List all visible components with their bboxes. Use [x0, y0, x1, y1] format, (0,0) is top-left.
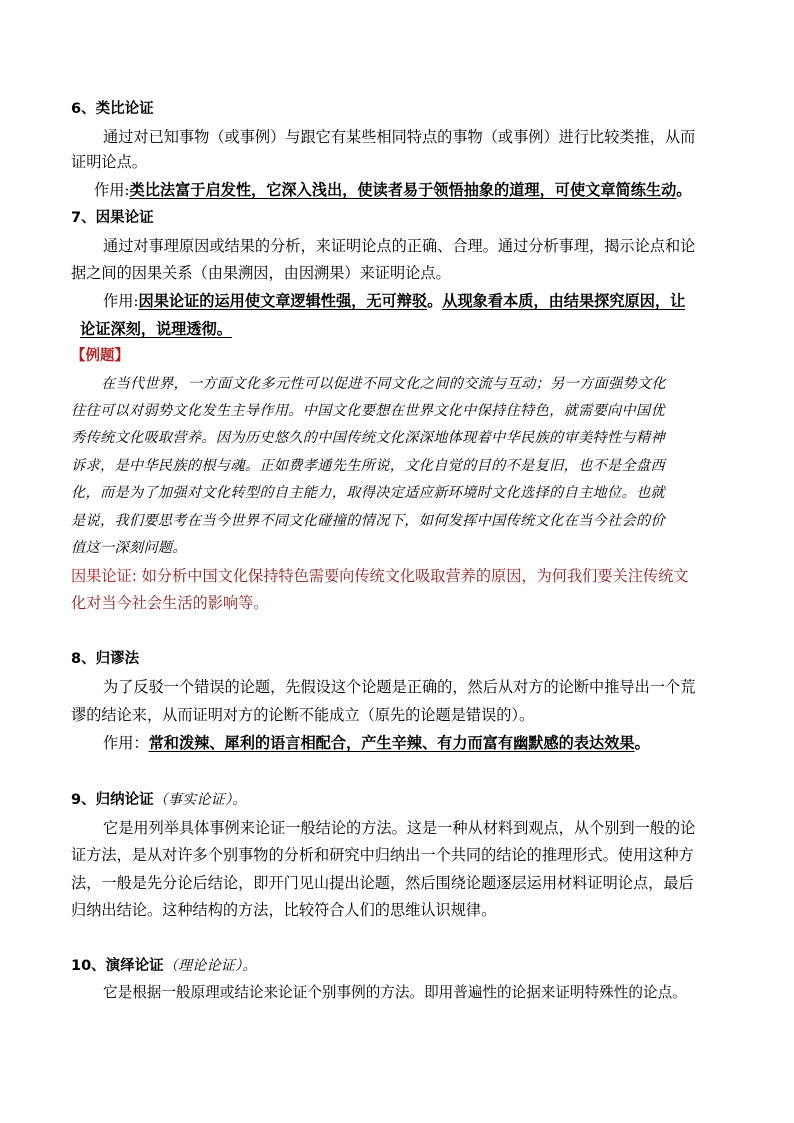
example-answer-text-1: 如分析中国文化保持特色需要向传统文化吸取营养的原因，为何我们要关注传统文: [136, 567, 689, 585]
example-line-3: 秀传统文化吸取营养。因为历史悠久的中国传统文化深深地体现着中华民族的审美特性与精神: [71, 430, 665, 446]
example-answer-line-1: [71, 566, 688, 586]
section-9-line-3: 法，一般是先分论后结论，即开门见山提出论题，然后围绕论题逐层运用材料证明论点，最后: [71, 874, 694, 892]
section-6-body-line-1: 通过对已知事物（或事例）与跟它有某些相同特点的事物（或事例）进行比较类推，从而: [103, 128, 696, 146]
section-10-heading-line: [71, 955, 257, 976]
section-6-heading: 6、类比论证: [71, 101, 154, 117]
section-7-heading: 7、因果论证: [71, 210, 154, 226]
section-9-line-1: 它是用列举具体事例来论证一般结论的方法。这是一种从材料到观点，从个别到一般的论: [103, 819, 696, 837]
section-9-line-2: 证方法，是从对许多个别事物的分析和研究中归纳出一个共同的结论的推理形式。使用这种方: [71, 846, 694, 864]
section-8-effect-label: 作用：: [103, 734, 149, 752]
example-line-1: 在当代世界，一方面文化多元性可以促进不同文化之间的交流与互动；另一方面强势文化: [101, 376, 667, 392]
section-6-effect-end: 。: [676, 181, 692, 199]
example-answer-line-2: 化对当今社会生活的影响等。: [71, 594, 269, 612]
section-7-effect-mid: 。: [427, 292, 443, 310]
example-label: 【例题】: [71, 348, 129, 364]
section-9-heading-line: [71, 789, 247, 810]
example-answer-label: 因果论证:: [71, 567, 137, 585]
section-7-effect-text-a: 因果论证的运用使文章逻辑性强，无可辩驳: [138, 292, 428, 310]
section-8-body-line-1: 为了反驳一个错误的论题，先假设这个论题是正确的，然后从对方的论断中推导出一个荒: [103, 678, 696, 696]
example-line-2: 往往可以对弱势文化发生主导作用。中国文化要想在世界文化中保持住特色，就需要向中国优: [71, 403, 665, 419]
section-8-effect-text: 常和泼辣、犀利的语言相配合，产生辛辣、有力而富有幽默感的表达效果: [148, 734, 635, 752]
section-9-line-4: 归纳出结论。这种结构的方法，比较符合人们的思维认识规律。: [71, 901, 497, 919]
section-7-effect: [103, 291, 685, 311]
section-7-body-line-2: 据之间的因果关系（由果溯因，由因溯果）来证明论点。: [71, 264, 451, 282]
example-line-6: 是说，我们要思考在当今世界不同文化碰撞的情况下，如何发挥中国传统文化在当今社会的价: [71, 513, 665, 529]
example-line-4: 诉求，是中华民族的根与魂。正如费孝通先生所说，文化自觉的目的不是复旧，也不是全盘西: [71, 458, 665, 474]
section-7-effect-text-b: 从现象看本质，由结果探究原因，让: [442, 292, 686, 310]
section-8-heading: 8、归谬法: [71, 651, 140, 667]
section-7-effect-text-c: 论证深刻，说理透彻。: [80, 320, 232, 338]
section-6-effect-label: 作用:: [94, 181, 130, 199]
section-7-effect-label: 作用:: [103, 292, 139, 310]
section-9-heading-note: （事实论证）。: [153, 792, 247, 808]
example-line-7: 值这一深刻问题。: [71, 540, 187, 556]
section-6-effect-text: 类比法富于启发性，它深入浅出，使读者易于领悟抽象的道理，可使文章简练生动: [129, 181, 677, 199]
section-10-body-line-1: 它是根据一般原理或结论来论证个别事例的方法。即用普遍性的论据来证明特殊性的论点。: [103, 984, 687, 1001]
section-10-heading: 10、演绎论证: [71, 958, 164, 974]
section-9-heading: 9、归纳论证: [71, 792, 154, 808]
section-6-effect: [94, 180, 691, 200]
example-line-5: 化，而是为了加强对文化转型的自主能力，取得决定适应新环境时文化选择的自主地位。也就: [71, 485, 665, 501]
section-7-body-line-1: 通过对事理原因或结果的分析，来证明论点的正确、合理。通过分析事理，揭示论点和论: [103, 237, 696, 255]
section-10-heading-note: （理论论证）。: [163, 958, 257, 974]
section-8-effect: [103, 733, 650, 753]
section-8-body-line-2: 谬的结论来，从而证明对方的论断不能成立（原先的论题是错误的）。: [71, 706, 535, 724]
section-8-effect-end: 。: [634, 734, 650, 752]
section-6-body-line-2: 证明论点。: [71, 153, 147, 171]
